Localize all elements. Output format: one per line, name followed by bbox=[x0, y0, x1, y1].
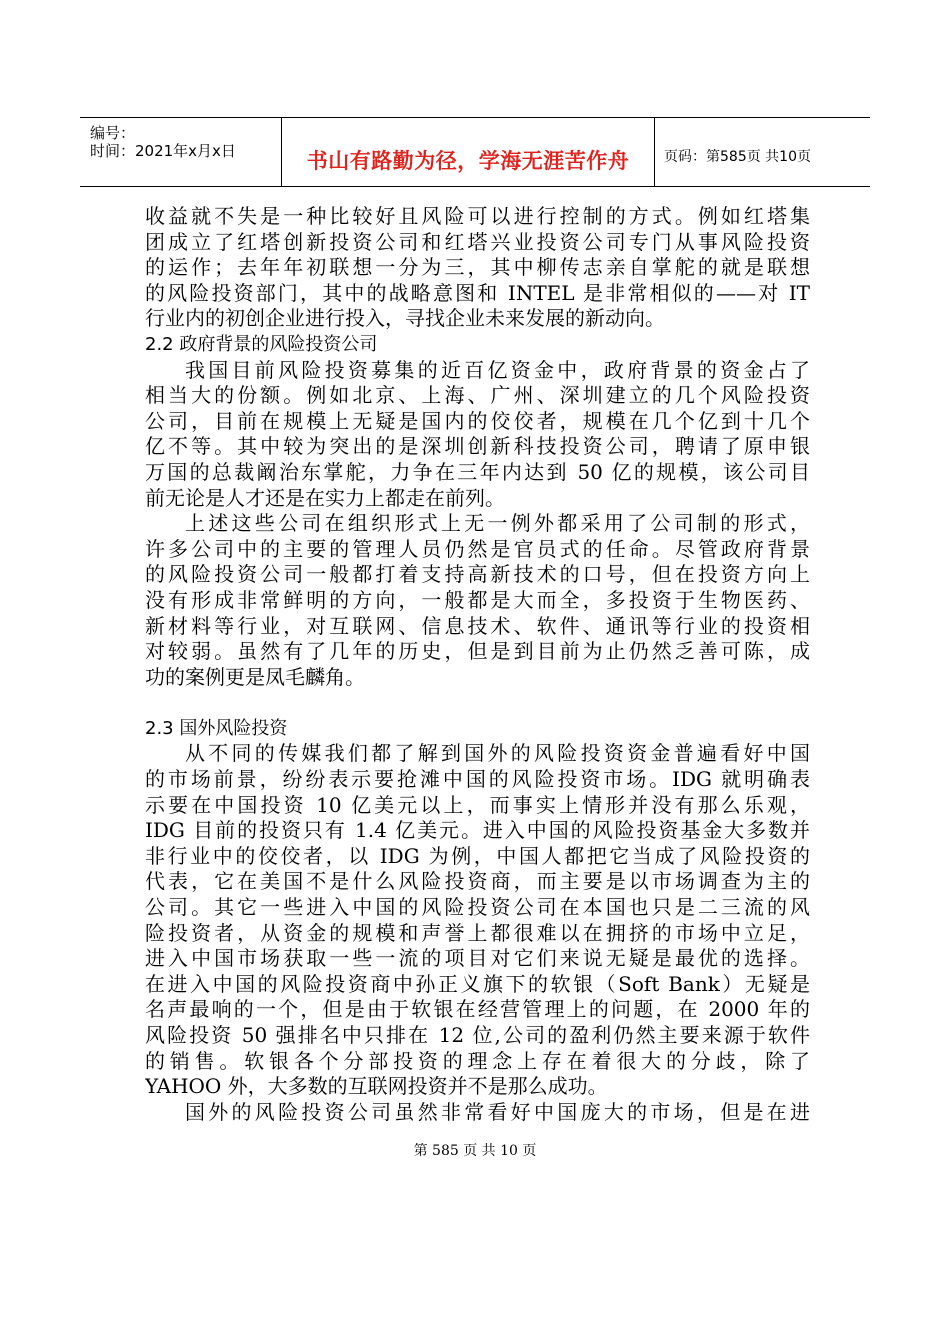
text-line: 相当大的份额。例如北京、上海、广州、深圳建立的几个风险投资 bbox=[145, 383, 810, 408]
document-date-label: 时间：2021年x月x日 bbox=[90, 142, 236, 160]
text-line: 的风险投资公司一般都打着支持高新技术的口号，但在投资方向上 bbox=[145, 562, 810, 587]
text-line: 团成立了红塔创新投资公司和红塔兴业投资公司专门从事风险投资 bbox=[145, 229, 810, 254]
text-line: IDG 目前的投资只有 1.4 亿美元。进入中国的风险投资基金大多数并 bbox=[145, 818, 810, 843]
text-line: 示要在中国投资 10 亿美元以上，而事实上情形并没有那么乐观， bbox=[145, 792, 810, 817]
paragraph-first-line: 从不同的传媒我们都了解到国外的风险投资资金普遍看好中国 bbox=[185, 741, 810, 766]
section-heading: 2.2 政府背景的风险投资公司 bbox=[145, 333, 378, 355]
text-line: 许多公司中的主要的管理人员仍然是官员式的任命。尽管政府背景 bbox=[145, 536, 810, 561]
blank-line bbox=[145, 690, 810, 716]
text-line: 风险投资 50 强排名中只排在 12 位,公司的盈利仍然主要来源于软件 bbox=[145, 1023, 810, 1047]
text-line: 的风险投资部门，其中的战略意图和 INTEL 是非常相似的——对 IT bbox=[145, 280, 810, 305]
text-line: 功的案例更是凤毛麟角。 bbox=[145, 664, 365, 689]
text-line: 收益就不失是一种比较好且风险可以进行控制的方式。例如红塔集 bbox=[145, 204, 810, 228]
header-page-number: 页码：第585页 共10页 bbox=[664, 149, 811, 165]
page-header-table bbox=[80, 117, 870, 187]
text-line: 万国的总裁阚治东掌舵，力争在三年内达到 50 亿的规模，该公司目 bbox=[145, 459, 810, 484]
text-line: 险投资者，从资金的规模和声誉上都很难以在拥挤的市场中立足， bbox=[145, 920, 810, 945]
text-line: 的市场前景，纷纷表示要抢滩中国的风险投资市场。IDG 就明确表 bbox=[145, 767, 810, 792]
text-line: 没有形成非常鲜明的方向，一般都是大而全，多投资于生物医药、 bbox=[145, 587, 810, 612]
text-line: 的运作；去年年初联想一分为三，其中柳传志亲自掌舵的就是联想 bbox=[145, 255, 810, 280]
header-motto: 书山有路勤为径，学海无涯苦作舟 bbox=[306, 149, 630, 173]
text-line: 公司。其它一些进入中国的风险投资公司在本国也只是二三流的风 bbox=[145, 895, 810, 920]
section-heading: 2.3 国外风险投资 bbox=[145, 717, 288, 739]
header-info-cell bbox=[80, 118, 282, 186]
header-page-cell bbox=[655, 118, 870, 186]
text-line: 名声最响的一个，但是由于软银在经营管理上的问题，在 2000 年的 bbox=[145, 997, 810, 1022]
page-footer: 第 585 页 共 10 页 bbox=[413, 1143, 537, 1159]
text-line: 非行业中的佼佼者，以 IDG 为例，中国人都把它当成了风险投资的 bbox=[145, 843, 810, 868]
document-number-label: 编号： bbox=[90, 124, 136, 142]
text-line: 公司，目前在规模上无疑是国内的佼佼者，规模在几个亿到十几个 bbox=[145, 408, 810, 433]
paragraph-first-line: 国外的风险投资公司虽然非常看好中国庞大的市场，但是在进 bbox=[185, 1099, 810, 1124]
text-line: 亿不等。其中较为突出的是深圳创新科技投资公司，聘请了原申银 bbox=[145, 434, 810, 459]
document-body bbox=[145, 204, 810, 1125]
paragraph-first-line: 我国目前风险投资募集的近百亿资金中，政府背景的资金占了 bbox=[185, 357, 810, 382]
text-line: 代表，它在美国不是什么风险投资商，而主要是以市场调查为主的 bbox=[145, 869, 810, 894]
text-line: 对较弱。虽然有了几年的历史，但是到目前为止仍然乏善可陈，成 bbox=[145, 639, 810, 664]
paragraph-first-line: 上述这些公司在组织形式上无一例外都采用了公司制的形式， bbox=[185, 511, 810, 536]
text-line: 前无论是人才还是在实力上都走在前列。 bbox=[145, 485, 505, 510]
text-line: 新材料等行业，对互联网、信息技术、软件、通讯等行业的投资相 bbox=[145, 613, 810, 638]
text-line: 的销售。软银各个分部投资的理念上存在着很大的分歧，除了 bbox=[145, 1048, 810, 1073]
text-line: 在进入中国的风险投资商中孙正义旗下的软银（Soft Bank）无疑是 bbox=[145, 971, 810, 996]
text-line: YAHOO 外，大多数的互联网投资并不是那么成功。 bbox=[145, 1074, 608, 1099]
text-line: 行业内的初创企业进行投入，寻找企业未来发展的新动向。 bbox=[145, 306, 665, 331]
text-line: 进入中国市场获取一些一流的项目对它们来说无疑是最优的选择。 bbox=[145, 946, 810, 971]
header-motto-cell bbox=[282, 118, 655, 186]
